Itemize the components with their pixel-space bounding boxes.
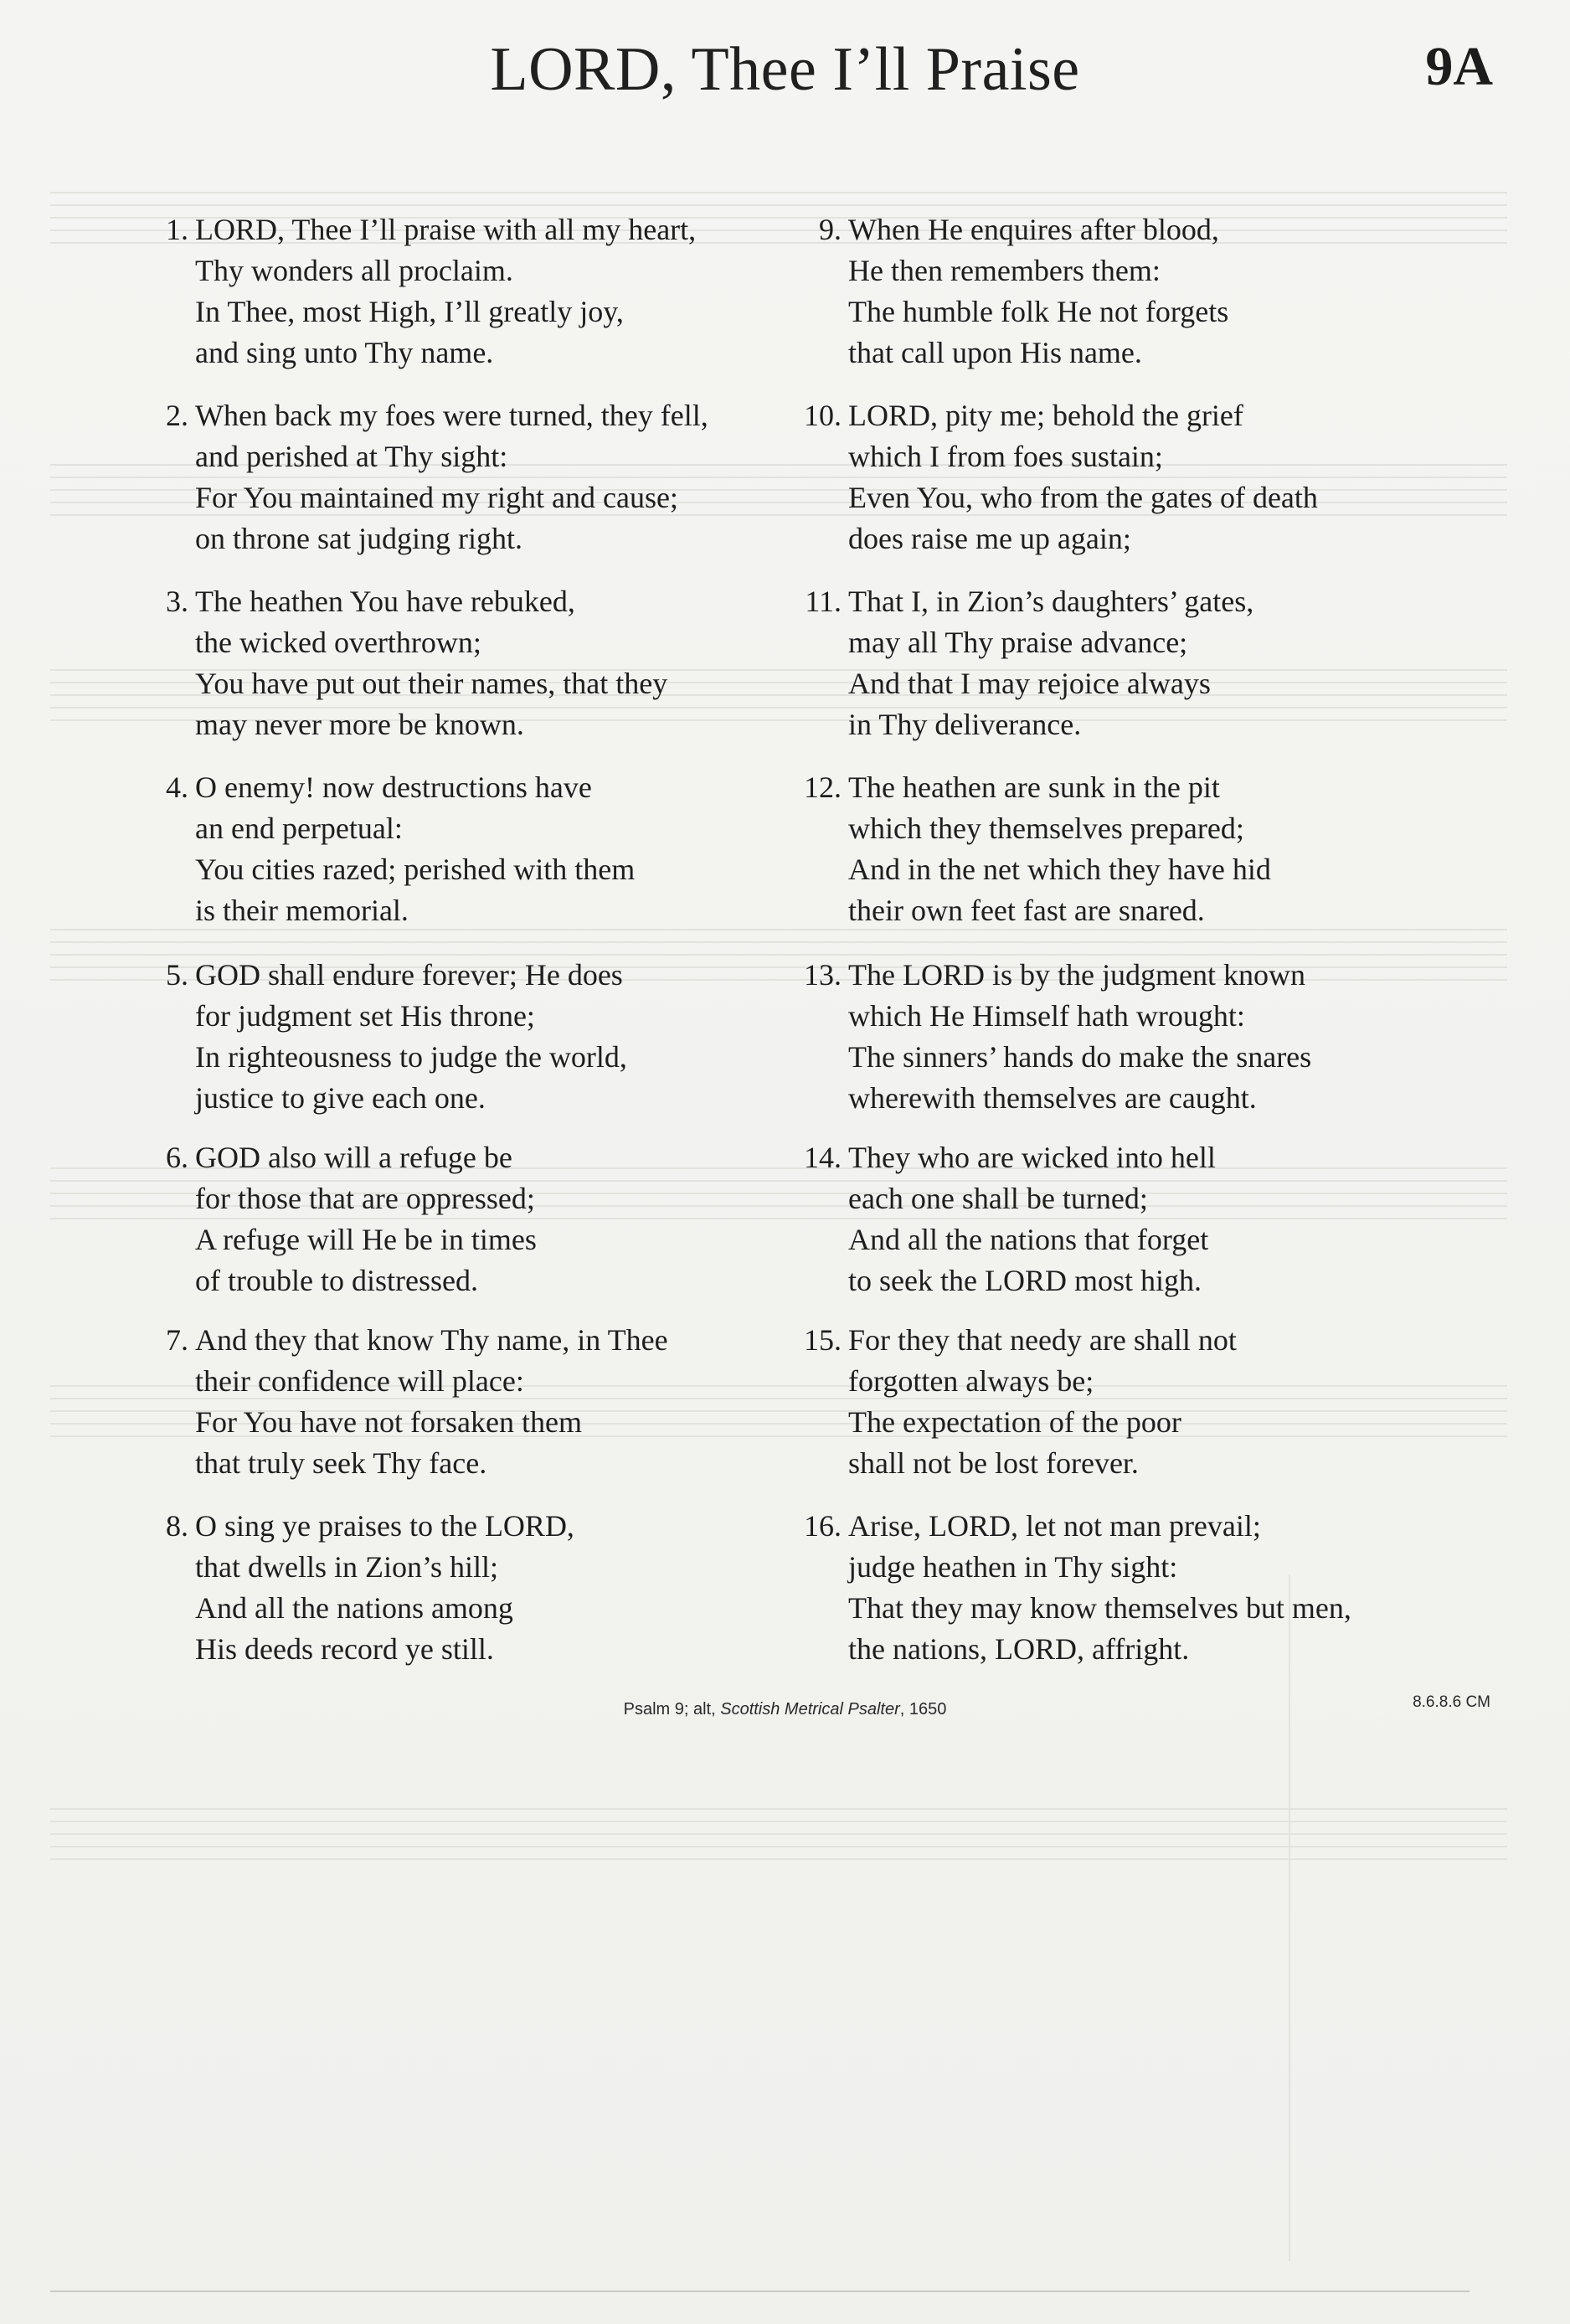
- verse-number: 3.: [166, 585, 188, 618]
- verse-line: The expectation of the poor: [848, 1405, 1181, 1439]
- verse-line: You cities razed; perished with them: [195, 853, 636, 886]
- verse-number: 1.: [166, 213, 188, 246]
- verse-line: the wicked overthrown;: [195, 626, 481, 659]
- verse-number: 11.: [805, 585, 842, 618]
- verse-line: Arise, LORD, let not man prevail;: [848, 1509, 1261, 1543]
- verse-line: In Thee, most High, I’ll greatly joy,: [195, 295, 624, 328]
- verse-line: The sinners’ hands do make the snares: [848, 1040, 1312, 1074]
- verse-lines: [195, 209, 781, 374]
- verse-number: 8.: [166, 1509, 188, 1543]
- verse-line: LORD, Thee I’ll praise with all my heart,: [195, 213, 697, 246]
- verse-line: shall not be lost forever.: [848, 1446, 1139, 1480]
- verse-line: The heathen are sunk in the pit: [848, 770, 1220, 804]
- verse-lines: [195, 1137, 781, 1301]
- verse-number: 9.: [819, 213, 842, 246]
- verse-lines: [195, 1320, 781, 1484]
- verse-line: and sing unto Thy name.: [195, 336, 494, 369]
- verse-line: And they that know Thy name, in Thee: [195, 1323, 668, 1357]
- verse-line: You have put out their names, that they: [195, 667, 668, 700]
- verse-lines: [848, 209, 1434, 374]
- verse-line: The LORD is by the judgment known: [848, 958, 1305, 992]
- verse-line: wherewith themselves are caught.: [848, 1081, 1257, 1115]
- verse-line: When back my foes were turned, they fell,: [195, 399, 708, 432]
- verse-lines: [848, 395, 1434, 559]
- verse-line: justice to give each one.: [195, 1081, 486, 1115]
- verse-line: LORD, pity me; behold the grief: [848, 399, 1243, 432]
- verse-line: for those that are oppressed;: [195, 1182, 535, 1215]
- verse-line: That they may know themselves but men,: [848, 1591, 1351, 1625]
- verse-line: For You maintained my right and cause;: [195, 481, 678, 514]
- verse-line: That I, in Zion’s daughters’ gates,: [848, 585, 1254, 618]
- verse-line: to seek the LORD most high.: [848, 1264, 1202, 1297]
- verse-lines: [195, 767, 781, 931]
- verse-line: Even You, who from the gates of death: [848, 481, 1318, 514]
- source-attribution: [0, 1700, 1570, 1719]
- verse-line: an end perpetual:: [195, 812, 403, 845]
- verse-line: is their memorial.: [195, 894, 409, 927]
- verse-line: They who are wicked into hell: [848, 1141, 1216, 1174]
- verse-line: which I from foes sustain;: [848, 440, 1163, 473]
- verse-line: And that I may rejoice always: [848, 667, 1211, 700]
- verse-line: on throne sat judging right.: [195, 522, 522, 555]
- verse-number: 12.: [804, 770, 842, 804]
- verse-number: 7.: [166, 1323, 188, 1357]
- source-prefix: Psalm 9; alt,: [623, 1700, 721, 1719]
- verse-number: 13.: [804, 958, 842, 992]
- verse-line: which they themselves prepared;: [848, 812, 1244, 845]
- verse-lines: [848, 1137, 1434, 1301]
- verse-line: For they that needy are shall not: [848, 1323, 1237, 1357]
- verse-line: And in the net which they have hid: [848, 853, 1271, 886]
- verse-line: may all Thy praise advance;: [848, 626, 1188, 659]
- verse-line: In righteousness to judge the world,: [195, 1040, 627, 1074]
- verse-number: 6.: [166, 1141, 188, 1174]
- verse-lines: [848, 1506, 1434, 1670]
- verse-line: their own feet fast are snared.: [848, 894, 1205, 927]
- verse-line: For You have not forsaken them: [195, 1405, 582, 1439]
- hymn-title: LORD, Thee I’ll Praise: [490, 35, 1080, 104]
- verse-line: of trouble to distressed.: [195, 1264, 478, 1297]
- verse-line: that truly seek Thy face.: [195, 1446, 487, 1480]
- verse-number: 15.: [804, 1323, 842, 1357]
- verse-line: in Thy deliverance.: [848, 708, 1082, 741]
- verse-line: O enemy! now destructions have: [195, 770, 592, 804]
- verse-line: He then remembers them:: [848, 254, 1161, 287]
- verse-number: 16.: [804, 1509, 842, 1543]
- verse-line: O sing ye praises to the LORD,: [195, 1509, 574, 1543]
- verse-lines: [848, 1320, 1434, 1484]
- verse-line: And all the nations that forget: [848, 1223, 1209, 1256]
- verse-line: judge heathen in Thy sight:: [848, 1550, 1178, 1584]
- verse-line: does raise me up again;: [848, 522, 1131, 555]
- verse-line: forgotten always be;: [848, 1364, 1094, 1398]
- verse-line: When He enquires after blood,: [848, 213, 1219, 246]
- verse-line: each one shall be turned;: [848, 1182, 1148, 1215]
- verse-lines: [195, 1506, 781, 1670]
- verse-line: The humble folk He not forgets: [848, 295, 1229, 328]
- verse-number: 5.: [166, 958, 188, 992]
- verse-lines: [848, 767, 1434, 931]
- verse-number: 14.: [804, 1141, 842, 1174]
- verse-lines: [848, 581, 1434, 745]
- verse-line: that dwells in Zion’s hill;: [195, 1550, 498, 1584]
- verse-line: that call upon His name.: [848, 336, 1142, 369]
- verse-lines: [195, 955, 781, 1119]
- verse-line: their confidence will place:: [195, 1364, 524, 1398]
- verse-lines: [848, 955, 1434, 1119]
- verse-line: Thy wonders all proclaim.: [195, 254, 513, 287]
- page-bottom-rule: [50, 2291, 1470, 2292]
- verse-number: 4.: [166, 770, 188, 804]
- verse-line: And all the nations among: [195, 1591, 513, 1625]
- verse-line: The heathen You have rebuked,: [195, 585, 575, 618]
- verse-lines: [195, 395, 781, 559]
- verse-number: 10.: [804, 399, 842, 432]
- verse-line: His deeds record ye still.: [195, 1632, 494, 1666]
- verse-line: GOD also will a refuge be: [195, 1141, 512, 1174]
- source-suffix: , 1650: [899, 1700, 947, 1719]
- hymn-number: 9A: [1425, 36, 1493, 97]
- source-title: Scottish Metrical Psalter: [720, 1700, 900, 1719]
- verse-line: A refuge will He be in times: [195, 1223, 537, 1256]
- verse-line: for judgment set His throne;: [195, 999, 535, 1033]
- verse-number: 2.: [166, 399, 188, 432]
- verse-line: which He Himself hath wrought:: [848, 999, 1245, 1033]
- verse-line: GOD shall endure forever; He does: [195, 958, 623, 992]
- verse-lines: [195, 581, 781, 745]
- verse-line: the nations, LORD, affright.: [848, 1632, 1190, 1666]
- verse-line: and perished at Thy sight:: [195, 440, 508, 473]
- meter-label: 8.6.8.6 CM: [1413, 1693, 1490, 1711]
- verse-line: may never more be known.: [195, 708, 524, 741]
